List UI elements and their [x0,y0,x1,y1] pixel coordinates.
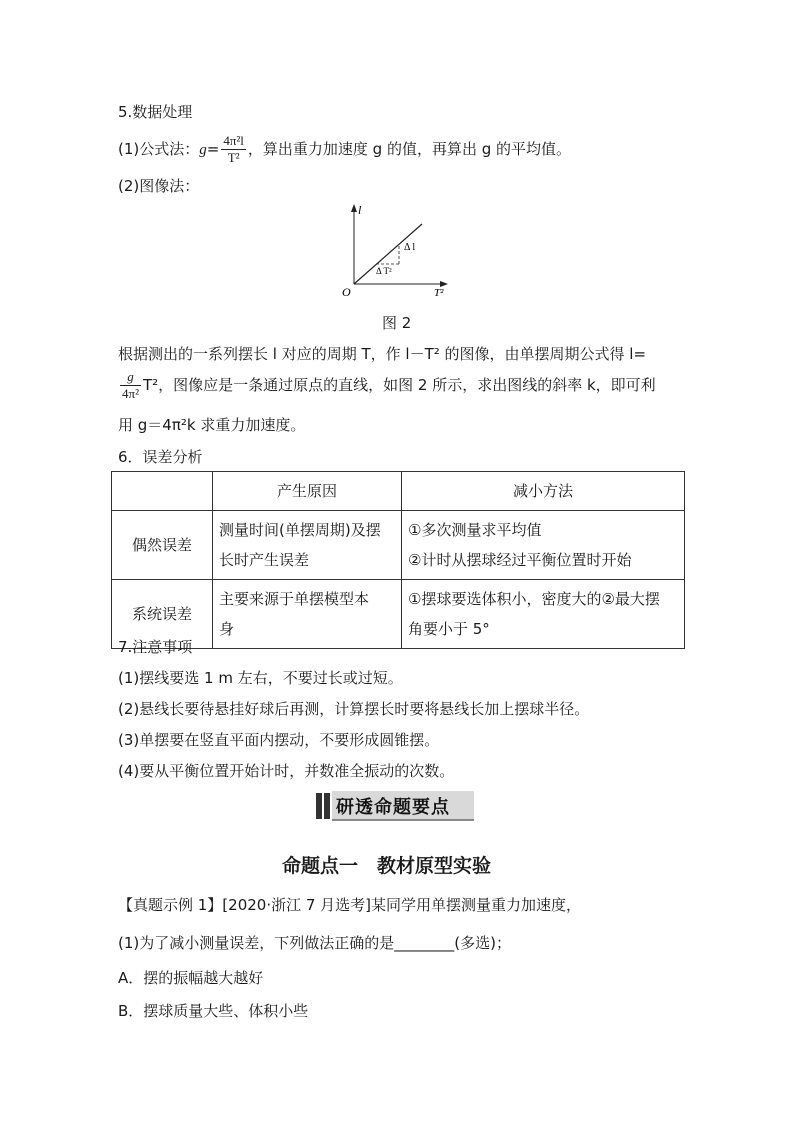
paragraph-line-2-text: T²，图像应是一条通过原点的直线，如图 2 所示，求出图线的斜率 k，即可利 [142,376,656,394]
method-cell [402,580,685,649]
section-banner [316,791,476,821]
origin-label: O [342,285,351,299]
error-type-systematic: 系统误差 [112,580,213,649]
section-5-heading: 5.数据处理 [118,103,193,121]
formula-rest: ，算出重力加速度 g 的值，再算出 g 的平均值。 [247,140,572,158]
figure-caption: 图 2 [382,314,412,332]
table-header-method: 减小方法 [402,472,685,511]
section-7-heading: 7.注意事项 [118,638,193,656]
option-b: B．摆球质量大些、体积小些 [118,1002,309,1020]
precaution-item: (4)要从平衡位置开始计时，并数准全振动的次数。 [118,762,455,780]
fraction-denominator: T² [227,150,240,165]
banner-bar-icon [316,793,322,819]
paragraph-line-2 [118,367,656,403]
formula-line [118,130,571,169]
method-line: ①摆球要选体积小，密度大的②最大摆 [408,590,660,608]
error-type-random: 偶然误差 [112,511,213,580]
paragraph-fraction [120,369,141,402]
x-axis-label: T² [434,287,444,299]
banner-bar-icon [324,793,330,819]
cause-line: 长时产生误差 [219,551,310,569]
method-line: ①多次测量求平均值 [408,521,542,539]
cause-line: 测量时间(单摆周期)及摆 [219,521,381,539]
delta-l-label: Δ l [404,242,416,253]
table-row [112,580,685,649]
table-header-row [112,472,685,511]
fraction-numerator: 4π²l [223,133,244,148]
precaution-item: (2)悬线长要待悬挂好球后再测，计算摆长时要将悬线长加上摆球半径。 [118,700,590,718]
equals-sign: = [206,140,220,158]
paragraph-fraction-numerator: g [120,369,141,386]
l-t2-graph [330,200,460,300]
y-axis-label: l [358,203,362,217]
delta-t2-label: Δ T² [376,266,392,276]
table-row [112,511,685,580]
method-line: ②计时从摆球经过平衡位置时开始 [408,551,632,569]
table-header-empty [112,472,213,511]
cause-cell [213,511,402,580]
method-cell [402,511,685,580]
cause-cell [213,580,402,649]
question-1: (1)为了减小测量误差，下列做法正确的是________(多选)； [118,934,511,952]
cause-line: 主要来源于单摆模型本 [219,590,370,608]
paragraph-fraction-denominator: 4π² [122,386,139,401]
example-line: 【真题示例 1】[2020·浙江 7 月选考]某同学用单摆测量重力加速度， [118,896,582,914]
option-a: A．摆的振幅越大越好 [118,969,264,987]
paragraph-line-1: 根据测出的一系列摆长 l 对应的周期 T，作 l－T² 的图像，由单摆周期公式得 l= [118,345,647,363]
section-6-heading: 6．误差分析 [118,448,203,466]
formula-label: (1)公式法： [118,140,200,158]
method-line: 角要小于 5° [408,620,490,638]
g-symbol: g [199,142,207,158]
table-header-cause: 产生原因 [213,472,402,511]
cause-line: 身 [219,620,235,638]
graph-method-label: (2)图像法： [118,177,200,195]
error-analysis-table [111,471,685,649]
precaution-item: (1)摆线要选 1 m 左右，不要过长或过短。 [118,669,403,687]
y-axis-arrow [351,204,357,212]
banner-text: 研透命题要点 [336,797,450,818]
precaution-item: (3)单摆要在竖直平面内摆动，不要形成圆锥摆。 [118,731,440,749]
paragraph-line-3: 用 g＝4π²k 求重力加速度。 [118,416,306,434]
section-title: 命题点一 教材原型实验 [282,855,492,877]
formula-fraction [221,133,246,166]
